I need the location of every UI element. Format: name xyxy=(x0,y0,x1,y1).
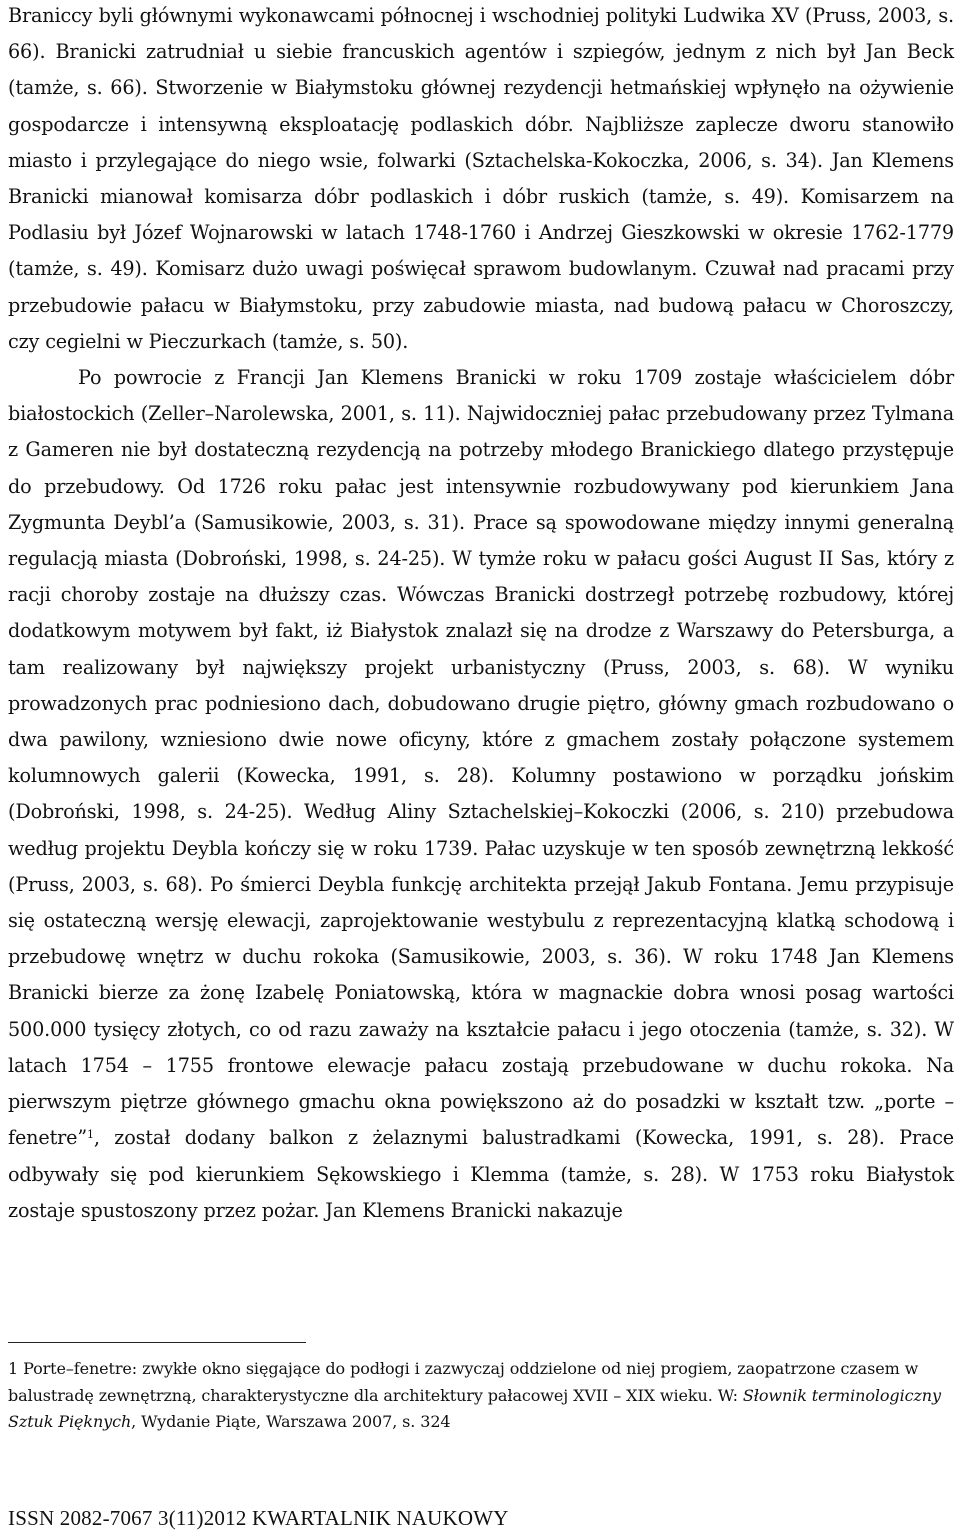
footnote xyxy=(8,1356,946,1436)
paragraph-1 xyxy=(8,0,954,360)
paragraph-2 xyxy=(8,360,954,1229)
footnote-source-title: Słownik terminologiczny Sztuk Pięknych xyxy=(8,1385,941,1431)
footnote-text: Porte–fenetre: zwykłe okno sięgające do podłogi i zazwyczaj oddzielone od niej progiem, zaopatrzone czasem w balustradę zewnętrzną, charakterystyczne dla architektury pałacowej XVII – XIX wieku. W: xyxy=(8,1359,919,1405)
footnote-mark: 1 xyxy=(8,1359,19,1378)
paragraph-2-text: Po powrocie z Francji Jan Klemens Branicki w roku 1709 zostaje właścicielem dóbr białostockich (Zeller–Narolewska, 2001, s. 11). Najwidoczniej pałac przebudowany przez Tylmana z Gameren nie był dostateczną rezydencją na potrzeby młodego Branickiego dlatego przystępuje do przebudowy. Od 1726 roku pałac jest intensywnie rozbudowywany pod kierunkiem Jana Zygmunta Deybl’a (Samusikowie, 2003, s. 31). Prace są spowodowane między innymi generalną regulacją miasta (Dobroński, 1998, s. 24-25). W tymże roku w pałacu gości August II Sas, który z racji choroby zostaje na dłuższy czas. Wówczas Branicki dostrzegł potrzebę rozbudowy, której dodatkowym motywem był fakt, iż Białystok znalazł się na drodze z Warszawy do Petersburga, a tam realizowany był największy projekt urbanistyczny (Pruss, 2003, s. 68). W wyniku prowadzonych prac podniesiono dach, dobudowano drugie piętro, główny gmach rozbudowano o dwa pawilony, wzniesiono dwie nowe oficyny, które z gmachem zostały połączone systemem kolumnowych galerii (Kowecka, 1991, s. 28). Kolumny postawiono w porządku jońskim (Dobroński, 1998, s. 24-25). Według Aliny Sztachelskiej–Kokoczki (2006, s. 210) przebudowa według projektu Deybla kończy się w roku 1739. Pałac uzyskuje w ten sposób zewnętrzną lekkość (Pruss, 2003, s. 68). Po śmierci Deybla funkcję architekta przejął Jakub Fontana. Jemu przypisuje się ostateczną wersję elewacji, zaprojektowanie westybulu z reprezentacyjną klatką schodową i przebudowę wnętrz w duchu rokoka (Samusikowie, 2003, s. 36). W roku 1748 Jan Klemens Branicki bierze za żonę Izabelę Poniatowską, która w magnackie dobra wnosi posag wartości 500.000 tysięcy złotych, co od razu zaważy na kształcie pałacu i jego otoczenia (tamże, s. 32). W latach 1754 – 1755 frontowe elewacje pałacu zostają przebudowane w duchu rokoka. Na pierwszym piętrze głównego gmachu okna powiększono aż do posadzki w kształt tzw. „porte – fenetre” xyxy=(8,366,954,1150)
paragraph-1-text: Braniccy byli głównymi wykonawcami północnej i wschodniej polityki Ludwika XV (Pruss, 2003, s. 66). Branicki zatrudniał u siebie francuskich agentów i szpiegów, jednym z nich był Jan Beck (tamże, s. 66). Stworzenie w Białymstoku głównej rezydencji hetmańskiej wpłynęło na ożywienie gospodarcze i intensywną eksploatację podlaskich dóbr. Najbliższe zaplecze dworu stanowiło miasto i przylegające do niego wsie, folwarki (Sztachelska-Kokoczka, 2006, s. 34). Jan Klemens Branicki mianował komisarza dóbr podlaskich i dóbr ruskich (tamże, s. 49). Komisarzem na Podlasiu był Józef Wojnarowski w latach 1748-1760 i Andrzej Gieszkowski w okresie 1762-1779 (tamże, s. 49). Komisarz dużo uwagi poświęcał sprawom budowlanym. Czuwał nad pracami przy przebudowie pałacu w Białymstoku, przy zabudowie miasta, nad budową pałacu w Choroszczy, czy cegielni w Pieczurkach (tamże, s. 50). xyxy=(8,4,954,353)
footnote-1 xyxy=(8,1356,946,1436)
footnote-text-end: , Wydanie Piąte, Warszawa 2007, s. 324 xyxy=(131,1412,451,1431)
page-footer: ISSN 2082-7067 3(11)2012 KWARTALNIK NAUKOWY xyxy=(8,1506,509,1530)
footnote-separator xyxy=(8,1342,306,1343)
paragraph-2-text-continued: , został dodany balkon z żelaznymi balustradkami (Kowecka, 1991, s. 28). Prace odbywały się pod kierunkiem Sękowskiego i Klemma (tamże, s. 28). W 1753 roku Białystok zostaje spustoszony przez pożar. Jan Klemens Branicki nakazuje xyxy=(8,1126,954,1222)
footnote-reference[interactable]: 1 xyxy=(87,1127,94,1141)
main-text xyxy=(8,0,954,1229)
